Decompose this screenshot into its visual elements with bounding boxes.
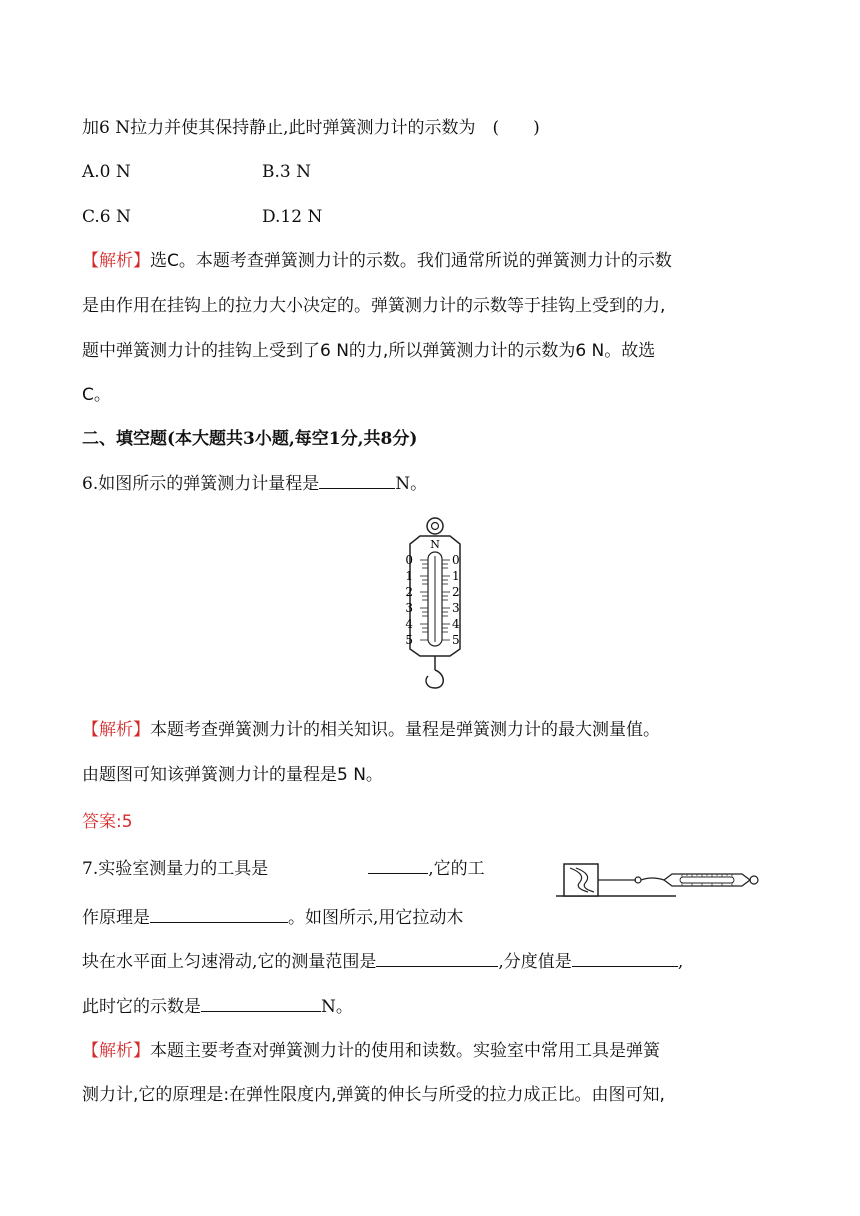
q7-line-1 — [82, 857, 485, 880]
q7-analysis-line-1 — [82, 1040, 660, 1062]
scale-hook — [426, 670, 443, 688]
q6-analysis-line-1 — [82, 719, 660, 741]
analysis-tag: 【解析】 — [82, 1041, 150, 1061]
q7-blank-division[interactable] — [572, 950, 678, 967]
q6-stem-text: 6.如图所示的弹簧测力计量程是 — [82, 474, 320, 494]
q7-text-1b: ,它的工 — [428, 859, 485, 879]
scale-left-tick-2: 2 — [405, 585, 413, 599]
q5-analysis-line-1 — [82, 250, 672, 272]
section-heading: 二、填空题(本大题共3小题,每空1分,共8分) — [82, 429, 418, 449]
q7-blank-range[interactable] — [376, 950, 498, 967]
scale-right-tick-1: 1 — [452, 569, 460, 583]
q7-text-4a: 此时它的示数是 — [82, 997, 201, 1017]
horizontal-pull-figure — [556, 856, 760, 900]
q5-stem: 加6 N拉力并使其保持静止,此时弹簧测力计的示数为 ( ) — [82, 118, 540, 138]
q7-text-3a: 块在水平面上匀速滑动,它的测量范围是 — [82, 952, 377, 972]
scale-left-tick-5: 5 — [405, 633, 413, 647]
q5-option-d: D.12 N — [262, 207, 323, 227]
horizontal-scale-ring — [750, 876, 758, 884]
scale-right-tick-2: 2 — [452, 585, 460, 599]
q7-text-2a: 作原理是 — [82, 908, 150, 928]
q6-analysis-line-2: 由题图可知该弹簧测力计的量程是5 N。 — [82, 765, 383, 785]
q7-blank-reading[interactable] — [201, 995, 321, 1012]
q7-blank-principle[interactable] — [150, 906, 288, 923]
scale-right-tick-3: 3 — [452, 601, 460, 615]
q6-answer: 答案:5 — [82, 812, 133, 832]
scale-right-tick-0: 0 — [452, 553, 460, 567]
q7-analysis-line-2: 测力计,它的原理是:在弹性限度内,弹簧的伸长与所受的拉力成正比。由图可知, — [82, 1085, 665, 1105]
q7-line-3 — [82, 950, 683, 973]
scale-right-tick-4: 4 — [452, 617, 460, 631]
spring-scale-figure — [380, 514, 490, 694]
q5-analysis-line-3: 题中弹簧测力计的挂钩上受到了6 N的力,所以弹簧测力计的示数为6 N。故选 — [82, 341, 656, 361]
q7-line-2 — [82, 906, 463, 929]
q7-text-4b: N。 — [321, 997, 353, 1017]
q5-analysis-line-4: C。 — [82, 385, 111, 405]
analysis-tag: 【解析】 — [82, 720, 150, 740]
analysis-text: 本题主要考查对弹簧测力计的使用和读数。实验室中常用工具是弹簧 — [150, 1041, 660, 1061]
scale-unit-label: N — [430, 538, 440, 551]
q5-analysis-line-2: 是由作用在挂钩上的拉力大小决定的。弹簧测力计的示数等于挂钩上受到的力, — [82, 296, 666, 316]
q7-line-4 — [82, 995, 353, 1018]
q7-text-3b: ,分度值是 — [498, 952, 572, 972]
scale-left-tick-3: 3 — [405, 601, 413, 615]
q5-option-a: A.0 N — [82, 162, 131, 182]
q5-option-b: B.3 N — [262, 162, 311, 182]
analysis-tag: 【解析】 — [82, 251, 150, 271]
scale-right-tick-5: 5 — [452, 633, 460, 647]
analysis-text: 选C。本题考查弹簧测力计的示数。我们通常所说的弹簧测力计的示数 — [150, 251, 672, 271]
q5-option-c: C.6 N — [82, 207, 131, 227]
q7-text-3c: , — [677, 952, 684, 972]
q6-stem — [82, 472, 427, 495]
scale-left-tick-0: 0 — [405, 553, 413, 567]
scale-left-tick-1: 1 — [405, 569, 413, 583]
scale-left-tick-4: 4 — [405, 617, 413, 631]
q6-answer-blank[interactable] — [319, 472, 395, 489]
q7-text-2b: 。如图所示,用它拉动木 — [288, 908, 464, 928]
q7-blank-tool[interactable] — [368, 857, 428, 874]
q6-stem-unit: N。 — [395, 474, 428, 494]
q7-text-1a: 7.实验室测量力的工具是 — [82, 859, 269, 879]
scale-top-ring — [427, 518, 443, 534]
analysis-text: 本题考查弹簧测力计的相关知识。量程是弹簧测力计的最大测量值。 — [150, 720, 660, 740]
